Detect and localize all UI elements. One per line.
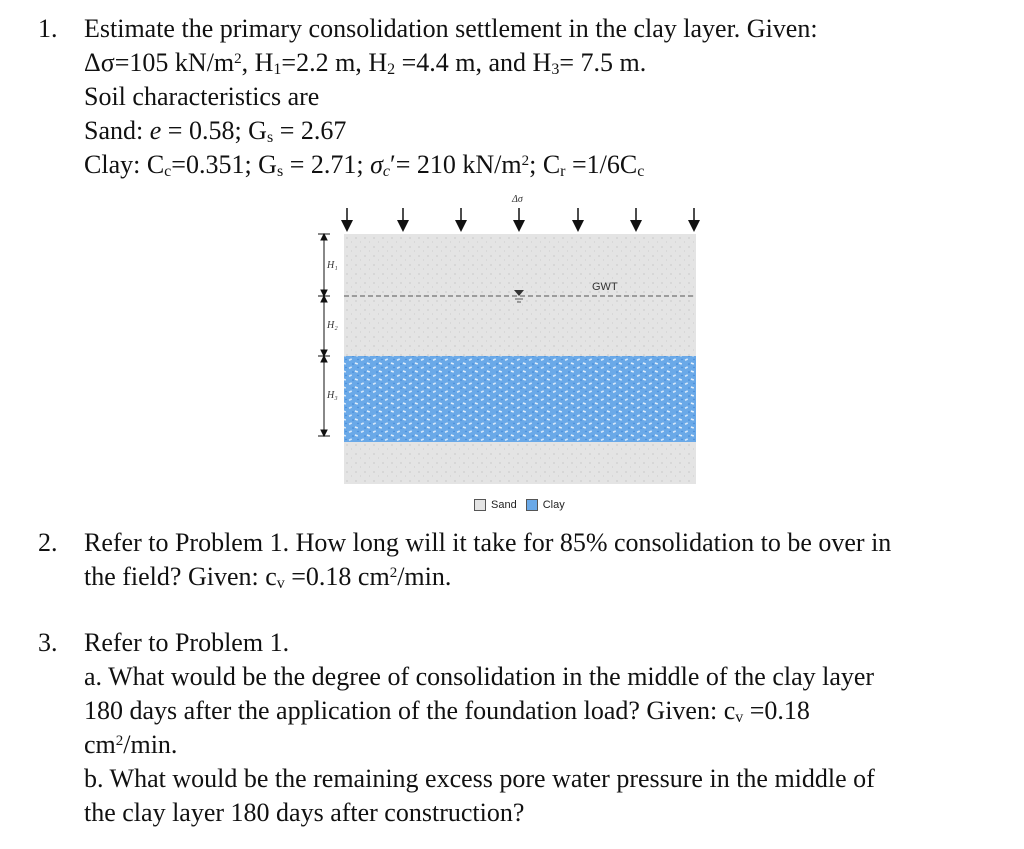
h2-subscript: 2 <box>387 61 396 79</box>
h3-symbol: H <box>532 48 552 77</box>
soil-profile-figure <box>300 190 720 520</box>
legend-sand-label: Sand <box>491 499 517 511</box>
cr-value: =1/6C <box>565 150 638 179</box>
sand-swatch <box>474 499 486 511</box>
load-arrows <box>347 208 694 226</box>
clay-gs-subscript: s <box>276 163 284 181</box>
problem-3a-unit: cm <box>84 730 116 759</box>
soil-characteristics-heading: Soil characteristics are <box>84 82 320 111</box>
problem-3b-line-2: the clay layer 180 days after construction? <box>84 798 525 827</box>
sand-properties <box>84 114 346 148</box>
preconsolidation-symbol: σ <box>370 150 383 179</box>
h1-value: =2.2 m, <box>281 48 362 77</box>
figure-legend <box>474 497 565 513</box>
void-ratio-symbol: e <box>149 116 162 145</box>
problem-3a-unit-tail: /min. <box>123 730 178 759</box>
problem-1-statement: Estimate the primary consolidation settlement in the clay layer. Given: <box>84 14 818 43</box>
h1-subscript: 1 <box>273 61 282 79</box>
h3-label: H₃ <box>327 390 338 401</box>
problem-3a-line-1: a. What would be the degree of consolidation in the middle of the clay layer <box>84 662 875 691</box>
problem-3a-line-3 <box>84 728 177 762</box>
sand-gs-value: = 2.67 <box>273 116 347 145</box>
delta-sigma-label: Δσ <box>512 194 523 205</box>
lower-sand-layer <box>344 442 696 484</box>
cv-unit-tail: /min. <box>397 562 452 591</box>
cr-subscript: r <box>560 163 566 181</box>
clay-swatch <box>526 499 538 511</box>
delta-sigma-symbol: Δσ <box>84 48 115 77</box>
problem-3a-text: 180 days after the application of the foundation load? Given: c <box>84 696 736 725</box>
preconsolidation-subscript: c <box>382 163 391 181</box>
cr-tail-subscript: c <box>637 163 645 181</box>
problem-3a-unit-exponent: 2 <box>115 732 124 749</box>
h2-label: H₂ <box>327 320 338 331</box>
problem-3a-line-2 <box>84 694 810 728</box>
void-ratio-value: = 0.58; G <box>161 116 267 145</box>
cr-prefix: ; C <box>529 150 561 179</box>
h2-symbol: H <box>368 48 388 77</box>
h3-subscript: 3 <box>551 61 560 79</box>
problem-1-number: 1. <box>38 14 58 43</box>
problem-3a-cv-value: =0.18 <box>743 696 810 725</box>
clay-gs-value: = 2.71; <box>283 150 371 179</box>
cc-value: =0.351; G <box>171 150 277 179</box>
problem-2-given <box>84 560 451 594</box>
problem-3a-cv-subscript: v <box>735 709 744 727</box>
sand-prefix: Sand: <box>84 116 150 145</box>
preconsolidation-exponent: 2 <box>521 152 530 169</box>
cv-value: =0.18 cm <box>284 562 390 591</box>
problem-2-given-prefix: the field? Given: c <box>84 562 277 591</box>
problem-3-statement: Refer to Problem 1. <box>84 628 290 657</box>
cv-subscript: v <box>276 575 285 593</box>
clay-prefix: Clay: C <box>84 150 165 179</box>
h1-symbol: H <box>254 48 274 77</box>
cv-exponent: 2 <box>389 564 398 581</box>
problem-2-number: 2. <box>38 528 58 557</box>
h3-value: = 7.5 m. <box>559 48 647 77</box>
sand-gs-subscript: s <box>266 129 274 147</box>
soil-profile-diagram <box>300 190 720 520</box>
gwt-label: GWT <box>592 281 618 293</box>
clay-properties <box>84 148 644 182</box>
problem-3b-line-1: b. What would be the remaining excess pore water pressure in the middle of <box>84 764 875 793</box>
delta-sigma-value: =105 kN/m <box>114 48 235 77</box>
preconsolidation-value: ′= 210 kN/m <box>390 150 522 179</box>
clay-layer <box>344 356 696 442</box>
cc-subscript: c <box>164 163 172 181</box>
legend-clay-label: Clay <box>542 499 565 511</box>
delta-sigma-exponent: 2 <box>234 50 242 67</box>
problem-2-statement: Refer to Problem 1. How long will it take for 85% consolidation to be over in <box>84 528 892 557</box>
problem-1-given-values: Δσ=105 $kN/m^2$, $H_1=2.2$ m, $H_2 =4.4$ m, and $H_3= 7.5$ m. <box>84 48 647 79</box>
problem-3-number: 3. <box>38 628 58 657</box>
h1-label: H₁ <box>327 260 338 271</box>
upper-sand-layer <box>344 234 696 356</box>
h2-value: =4.4 m, and <box>395 48 527 77</box>
